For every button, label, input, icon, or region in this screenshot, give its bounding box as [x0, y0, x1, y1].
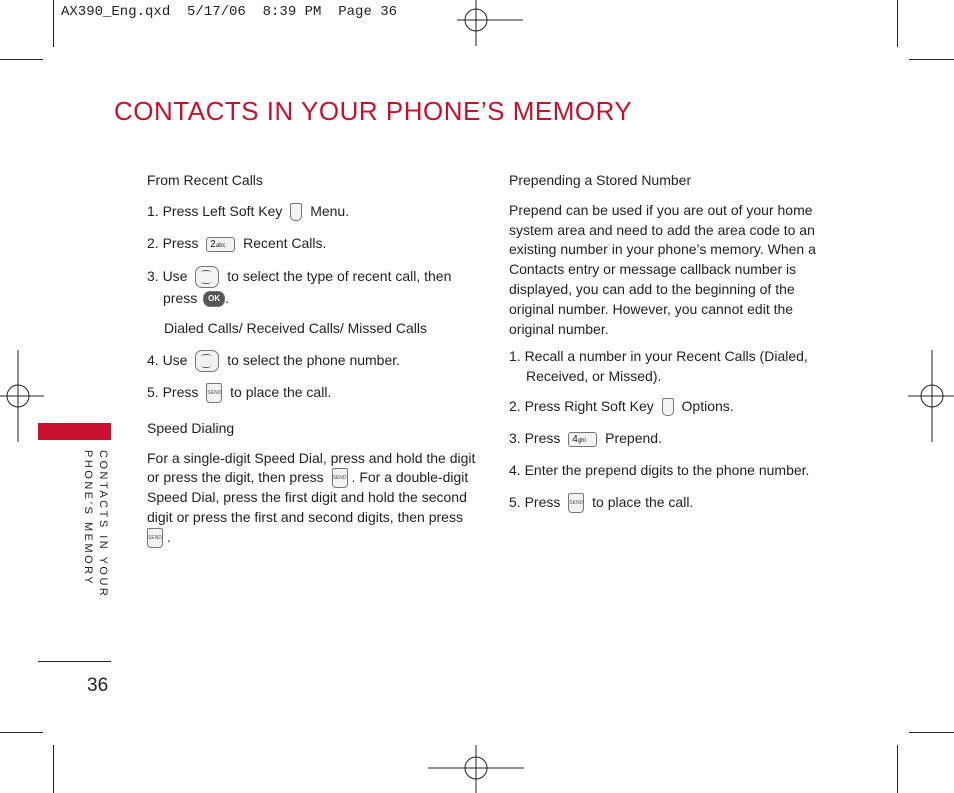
step-suffix: . [345, 203, 350, 219]
speed-dialing-line-1: For a single-digit Speed Dial, press and hold the digit [147, 450, 476, 466]
prepend-intro-line-1: Prepend can be used if you are out of your home [509, 202, 813, 218]
prepend-intro-line-7: original number. [509, 321, 609, 337]
navigation-key-icon [195, 350, 219, 372]
prepend-intro-line-2: system area and need to add the area code to an [509, 222, 815, 238]
side-tab-label [80, 450, 110, 598]
step-text: 4. Use [147, 352, 188, 368]
key-letters: ghi [577, 437, 586, 444]
prepend-heading: Prepending a Stored Number [509, 172, 692, 188]
step-text: 5. Press [509, 494, 561, 510]
prepend-step-3 [509, 428, 662, 448]
body-text: or press the digit, then press [147, 469, 324, 485]
recent-calls-step-2 [147, 233, 326, 253]
step-text: to place the call. [592, 494, 694, 510]
step-text: 5. Press [147, 384, 199, 400]
step-text: to select the phone number. [227, 352, 401, 368]
step-suffix: . [225, 290, 230, 306]
side-tab-marker [38, 423, 111, 440]
step-text: to place the call. [230, 384, 332, 400]
recent-calls-step-1 [147, 201, 349, 221]
step-text: press [163, 290, 198, 306]
registration-mark-right-icon [908, 350, 954, 442]
step-suffix: . [322, 235, 327, 251]
page-number: 36 [87, 675, 109, 696]
page-number-rule [38, 661, 111, 662]
key-digit: 4 [572, 433, 578, 445]
prepend-intro-line-3: existing number in your phone’s memory. When a [509, 241, 816, 257]
prepend-step-5 [509, 492, 693, 513]
step-text: 3. Use [147, 268, 188, 284]
recent-calls-options: Dialed Calls/ Received Calls/ Missed Calls [164, 320, 427, 336]
recent-calls-step-5 [147, 382, 331, 403]
key-letters: abc [215, 242, 226, 249]
recent-calls-step-4 [147, 350, 400, 372]
send-key-icon: SEND [568, 493, 584, 513]
step-text: 3. Press [509, 430, 561, 446]
step-text: to select the type of recent call, then [227, 268, 452, 284]
options-label: Options [681, 398, 730, 414]
prepend-step-2 [509, 396, 734, 416]
registration-mark-bottom-icon [428, 745, 524, 793]
side-tab-line-2: PHONE’S MEMORY [82, 450, 94, 587]
left-soft-key-icon [290, 203, 302, 221]
step-text: 2. Press Right Soft Key [509, 398, 654, 414]
speed-dialing-heading: Speed Dialing [147, 420, 235, 436]
speed-dialing-line-4: digit or press the first and second digits, then press [147, 509, 463, 525]
step-text: 1. Press Left Soft Key [147, 203, 283, 219]
send-key-icon: SEND [206, 383, 222, 403]
speed-dialing-line-5 [147, 527, 171, 548]
prepend-step-4: 4. Enter the prepend digits to the phone number. [509, 462, 810, 478]
step-suffix: . [658, 430, 662, 446]
menu-label: Menu [310, 203, 346, 219]
side-tab-line-1: CONTACTS IN YOUR [97, 450, 109, 599]
ok-key-icon: OK [203, 291, 225, 307]
key-4-ghi-icon [568, 432, 597, 447]
speed-dialing-line-3: Speed Dial, press the first digit and hold the second [147, 489, 467, 505]
step-text: 2. Press [147, 235, 199, 251]
body-text: . [167, 529, 171, 545]
key-digit: 2 [210, 238, 216, 250]
step-suffix: . [729, 398, 734, 414]
prepend-intro-line-4: Contacts entry or message callback number is [509, 261, 797, 277]
recent-calls-heading: From Recent Calls [147, 172, 263, 188]
key-2-abc-icon [206, 237, 235, 252]
send-key-icon: SEND [147, 528, 163, 548]
prepend-intro-line-6: original number. However, you cannot edit the [509, 301, 794, 317]
recent-calls-step-3-line-2 [163, 288, 229, 308]
speed-dialing-line-2 [147, 467, 468, 488]
recent-calls-step-3 [147, 266, 451, 288]
right-soft-key-icon [662, 398, 674, 416]
body-text: . For a double-digit [351, 469, 469, 485]
recent-calls-label: Recent Calls [243, 235, 323, 251]
prepend-step-1-line-2: Received, or Missed). [526, 368, 662, 384]
printer-slug: AX390_Eng.qxd 5/17/06 8:39 PM Page 36 [61, 4, 398, 20]
navigation-key-icon [195, 266, 219, 288]
registration-mark-top-icon [457, 0, 527, 46]
send-key-icon: SEND [332, 468, 348, 488]
prepend-label: Prepend [605, 430, 659, 446]
page-title: CONTACTS IN YOUR PHONE’S MEMORY [114, 96, 633, 126]
prepend-intro-line-5: displayed, you can add to the beginning of the [509, 281, 795, 297]
prepend-step-1: 1. Recall a number in your Recent Calls (Dialed, [509, 348, 808, 364]
